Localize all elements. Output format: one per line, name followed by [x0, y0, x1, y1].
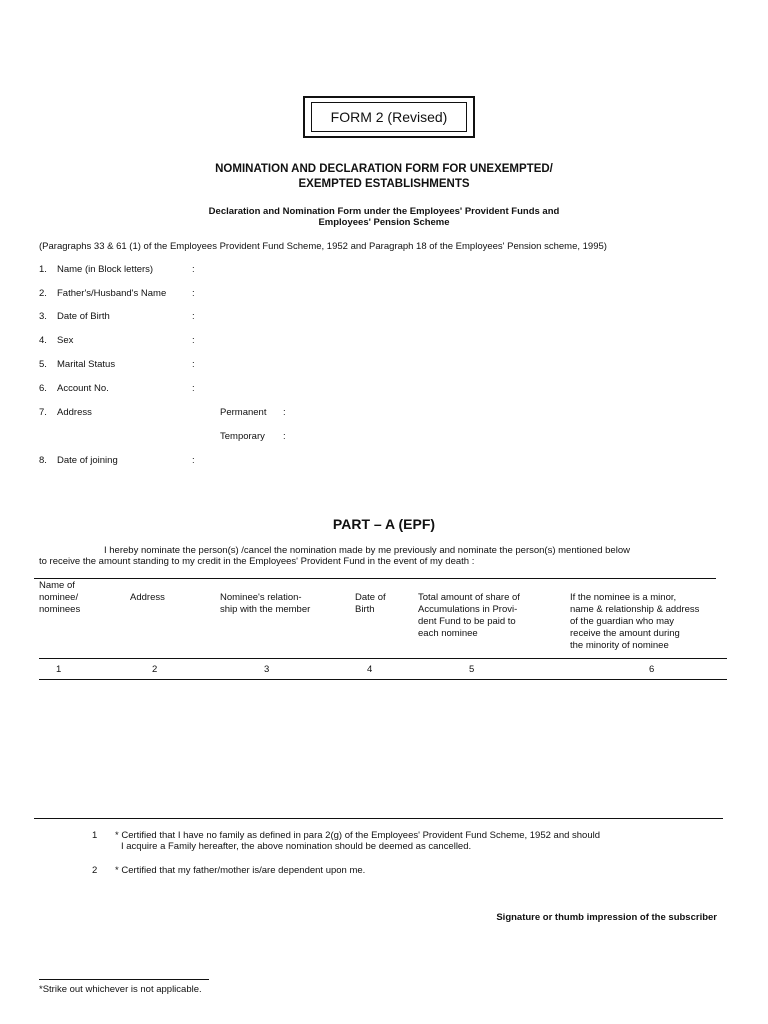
field-label: Sex [57, 335, 74, 346]
col-header-dob: Date of Birth [355, 592, 386, 615]
field-label: Marital Status [57, 359, 116, 370]
col-header-address: Address [130, 592, 165, 603]
part-a-title: PART – A (EPF) [332, 516, 436, 532]
col-number: 3 [264, 664, 270, 675]
table-top-rule [34, 578, 716, 579]
certification-number: 2 [92, 865, 98, 876]
field-label: Name (in Block letters) [57, 264, 154, 275]
col-number: 2 [152, 664, 158, 675]
field-number: 4. [39, 335, 47, 346]
field-number: 7. [39, 407, 47, 418]
field-colon: : [192, 311, 195, 322]
certification-text-line1: * Certified that I have no family as defined in para 2(g) of the Employees' Provident Fund Scheme, 1952 and should [115, 830, 601, 841]
certification-text-line2: I acquire a Family hereafter, the above nomination should be deemed as cancelled. [121, 841, 472, 852]
main-title-line1: NOMINATION AND DECLARATION FORM FOR UNEXEMPTED/ [215, 163, 553, 175]
col-header-share: Total amount of share of Accumulations in Provi- dent Fund to be paid to each nominee [418, 592, 520, 639]
address-permanent-label: Permanent [220, 407, 267, 418]
field-label: Account No. [57, 383, 109, 394]
field-label: Father's/Husband's Name [57, 288, 167, 299]
field-colon: : [192, 455, 195, 466]
form-title: FORM 2 (Revised) [311, 102, 467, 132]
field-number: 1. [39, 264, 47, 275]
table-header-rule [39, 658, 727, 659]
field-label: Date of Birth [57, 311, 110, 322]
address-temporary-colon: : [283, 431, 286, 442]
table-number-rule [39, 679, 727, 680]
field-number: 3. [39, 311, 47, 322]
address-permanent-colon: : [283, 407, 286, 418]
field-number: 8. [39, 455, 47, 466]
field-colon: : [192, 264, 195, 275]
field-number: 2. [39, 288, 47, 299]
col-number: 1 [56, 664, 62, 675]
field-number: 5. [39, 359, 47, 370]
field-colon: : [192, 288, 195, 299]
footnote: *Strike out whichever is not applicable. [39, 984, 202, 995]
subtitle-line1: Declaration and Nomination Form under the Employees' Provident Funds and [208, 206, 560, 217]
col-number: 5 [469, 664, 475, 675]
certification-text-line1: * Certified that my father/mother is/are dependent upon me. [115, 865, 366, 876]
main-title-line2: EXEMPTED ESTABLISHMENTS [298, 178, 470, 190]
field-colon: : [192, 383, 195, 394]
field-colon: : [192, 359, 195, 370]
col-header-guardian: If the nominee is a minor, name & relationship & address of the guardian who may receive the amount during the minority of nominee [570, 592, 700, 651]
part-a-intro-line1: I hereby nominate the person(s) /cancel the nomination made by me previously and nominate the person(s) mentioned below [104, 545, 630, 556]
col-number: 4 [367, 664, 373, 675]
field-number: 6. [39, 383, 47, 394]
signature-label: Signature or thumb impression of the subscriber [496, 912, 717, 923]
address-temporary-label: Temporary [220, 431, 265, 442]
col-header-relationship: Nominee's relation- ship with the member [220, 592, 311, 615]
col-number: 6 [649, 664, 655, 675]
footnote-rule [39, 979, 209, 980]
paragraph-reference: (Paragraphs 33 & 61 (1) of the Employees Provident Fund Scheme, 1952 and Paragraph 18 of the Employees' Pension scheme, 1995) [39, 241, 607, 252]
field-label: Date of joining [57, 455, 118, 466]
field-label: Address [57, 407, 92, 418]
part-a-intro-line2: to receive the amount standing to my credit in the Employees' Provident Fund in the event of my death : [39, 556, 475, 567]
certification-number: 1 [92, 830, 98, 841]
field-colon: : [192, 335, 195, 346]
form-title-box [303, 96, 475, 138]
col-header-name: Name of nominee/ nominees [39, 580, 81, 615]
subtitle-line2: Employees' Pension Scheme [318, 217, 450, 228]
table-bottom-rule [34, 818, 723, 819]
